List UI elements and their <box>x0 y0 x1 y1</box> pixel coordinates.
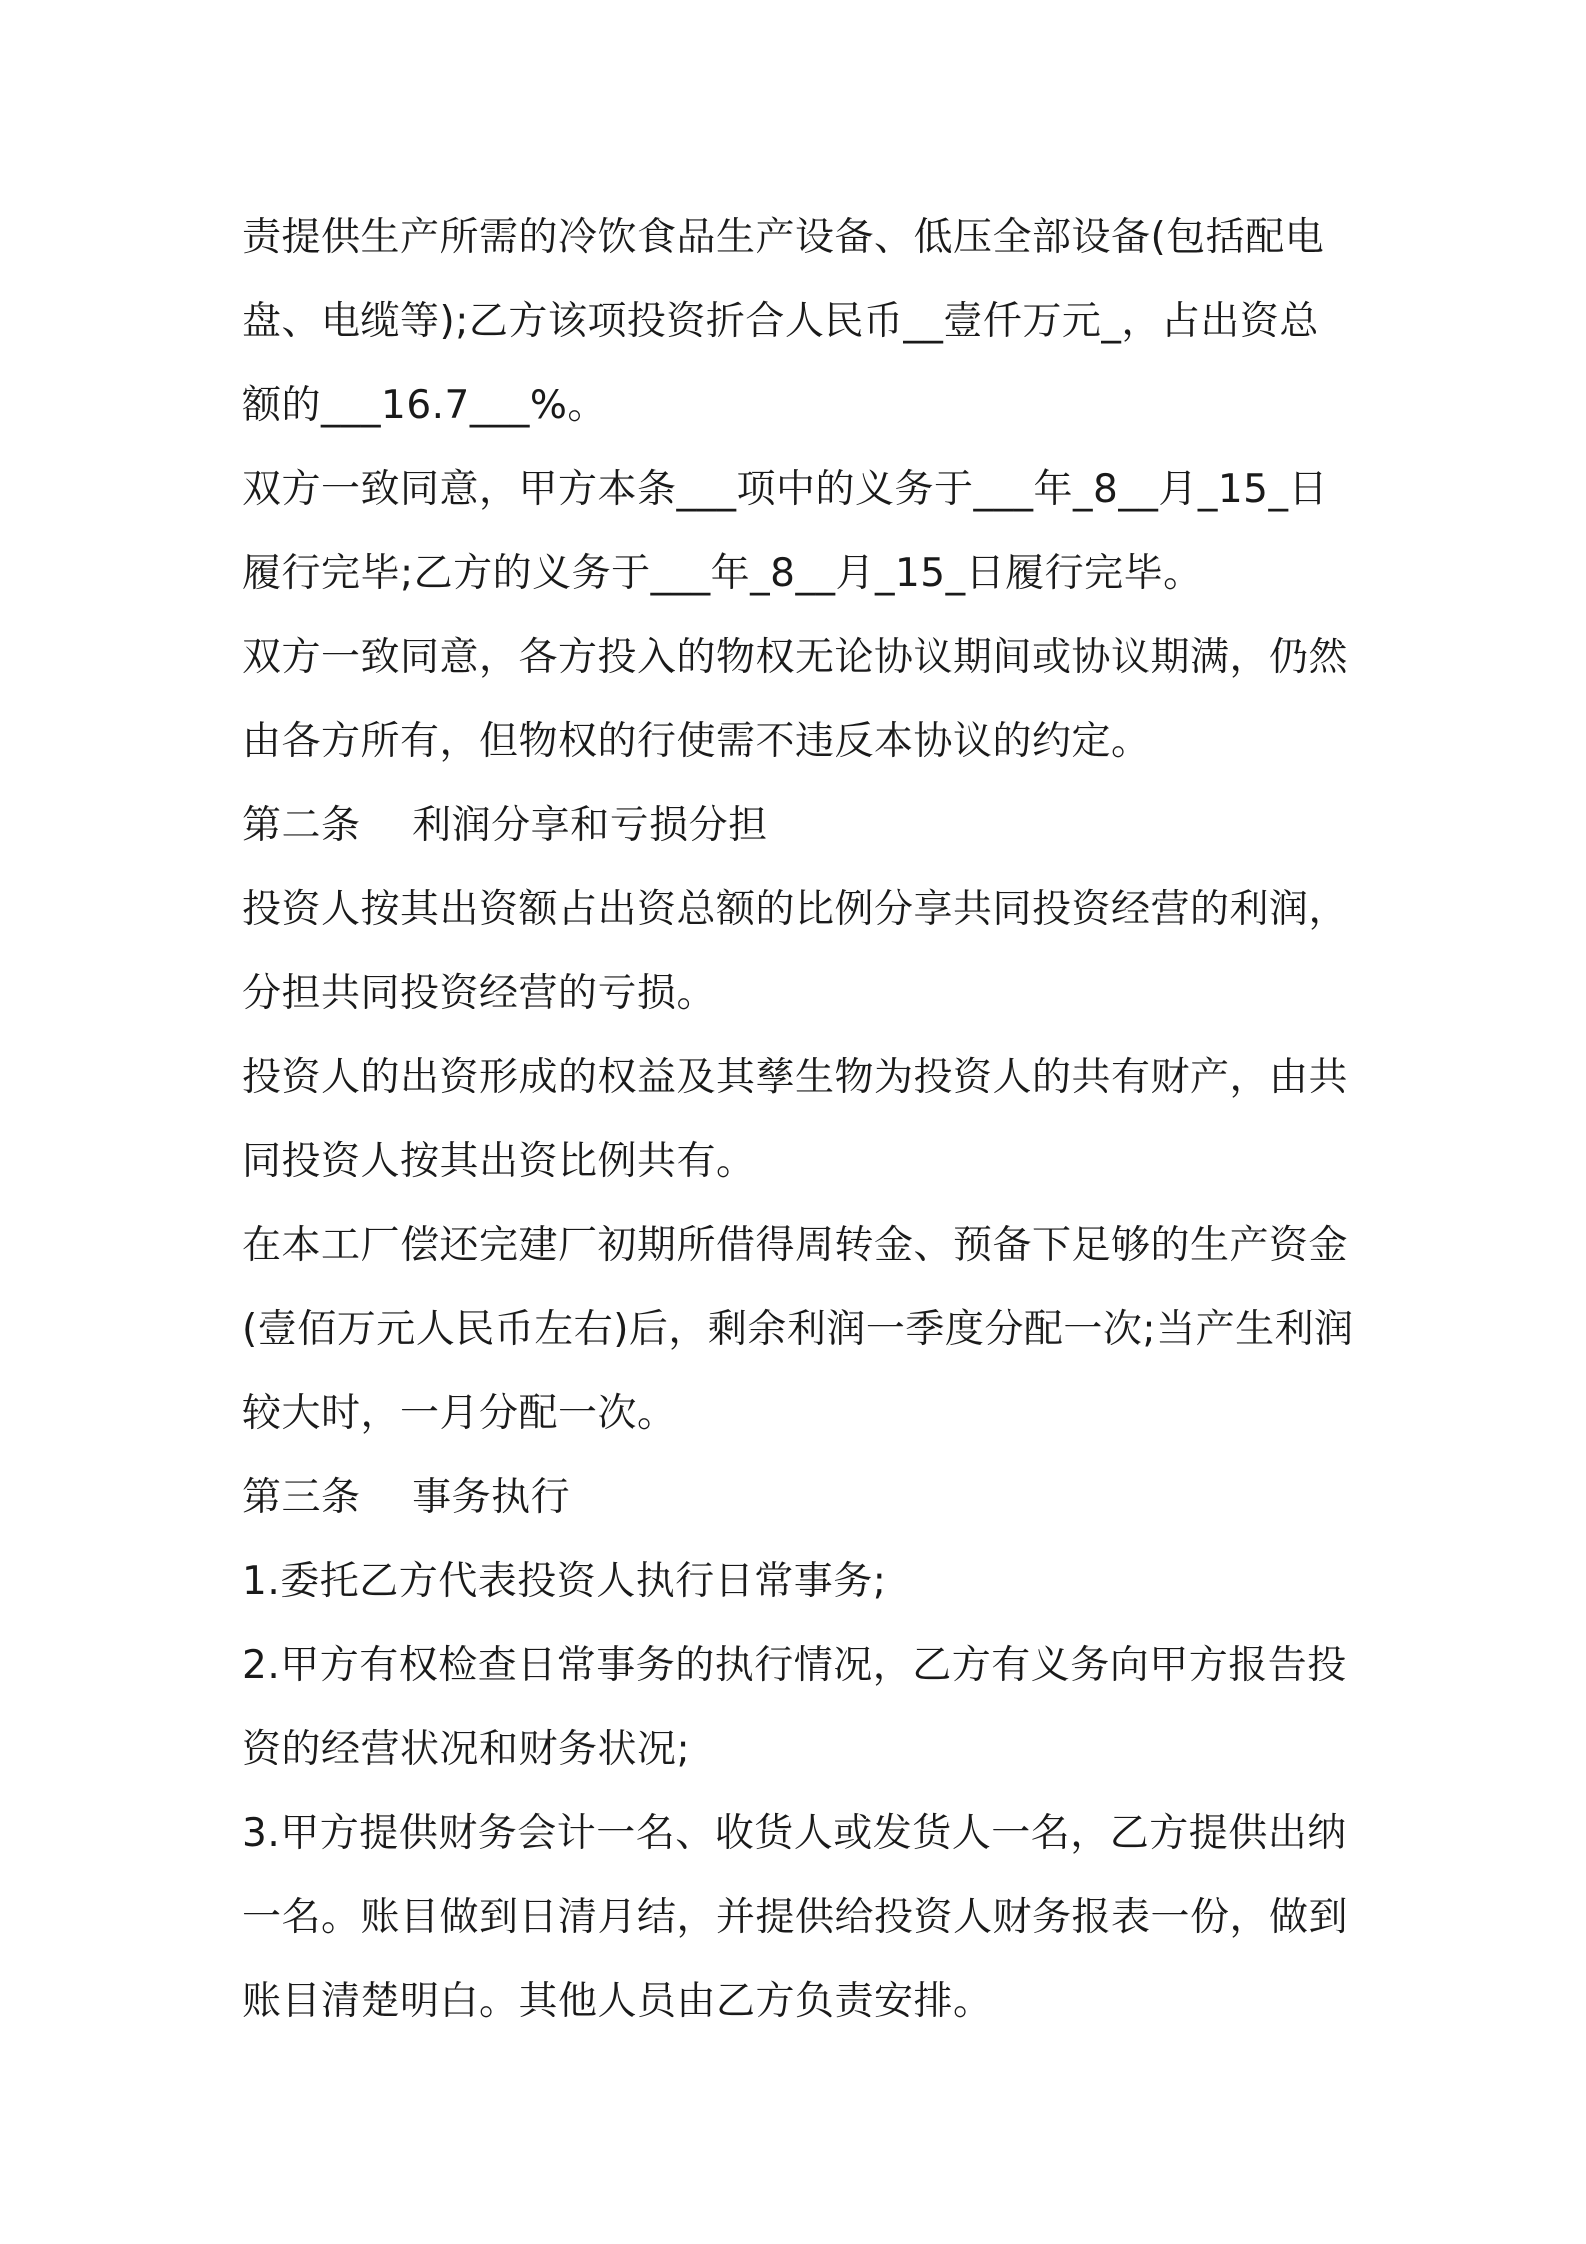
paragraph-item-3 <box>242 1792 1352 2044</box>
text-line: 分担共同投资经营的亏损。 <box>242 971 717 1016</box>
text-line: 较大时，一月分配一次。 <box>242 1391 677 1436</box>
text-line: 1.委托乙方代表投资人执行日常事务; <box>242 1559 887 1604</box>
text-line: 在本工厂偿还完建厂初期所借得周转金、预备下足够的生产资金 <box>242 1223 1349 1268</box>
text-line: 同投资人按其出资比例共有。 <box>242 1139 756 1184</box>
text-line: 账目清楚明白。其他人员由乙方负责安排。 <box>242 1979 993 2024</box>
text-line: 投资人按其出资额占出资总额的比例分享共同投资经营的利润， <box>242 887 1349 932</box>
text-line: 盘、电缆等);乙方该项投资折合人民币__壹仟万元_，占出资总 <box>242 299 1319 344</box>
text-line: 履行完毕;乙方的义务于___年_8__月_15_日履行完毕。 <box>242 551 1203 596</box>
text-line: 3.甲方提供财务会计一名、收货人或发货人一名，乙方提供出纳 <box>242 1811 1347 1856</box>
text-line: 额的___16.7___%。 <box>242 383 607 428</box>
article-2-heading <box>242 784 1352 868</box>
text-line: (壹佰万元人民币左右)后，剩余利润一季度分配一次;当产生利润 <box>242 1307 1354 1352</box>
paragraph-profit-distribution <box>242 1204 1352 1456</box>
section-heading: 第二条 利润分享和亏损分担 <box>242 803 768 848</box>
text-line: 投资人的出资形成的权益及其孳生物为投资人的共有财产，由共 <box>242 1055 1349 1100</box>
text-line: 双方一致同意，甲方本条___项中的义务于___年_8__月_15_日 <box>242 467 1328 512</box>
document-body <box>242 196 1352 2044</box>
paragraph-item-1 <box>242 1540 1352 1624</box>
article-3-heading <box>242 1456 1352 1540</box>
paragraph-obligation-dates <box>242 448 1352 616</box>
paragraph-joint-property <box>242 1036 1352 1204</box>
paragraph-property-rights <box>242 616 1352 784</box>
text-line: 责提供生产所需的冷饮食品生产设备、低压全部设备(包括配电 <box>242 215 1325 260</box>
text-line: 资的经营状况和财务状况; <box>242 1727 691 1772</box>
paragraph-capital-contribution <box>242 196 1352 448</box>
paragraph-item-2 <box>242 1624 1352 1792</box>
text-line: 由各方所有，但物权的行使需不违反本协议的约定。 <box>242 719 1151 764</box>
text-line: 一名。账目做到日清月结，并提供给投资人财务报表一份，做到 <box>242 1895 1349 1940</box>
paragraph-profit-sharing <box>242 868 1352 1036</box>
text-line: 2.甲方有权检查日常事务的执行情况，乙方有义务向甲方报告投 <box>242 1643 1347 1688</box>
section-heading: 第三条 事务执行 <box>242 1475 571 1520</box>
text-line: 双方一致同意，各方投入的物权无论协议期间或协议期满，仍然 <box>242 635 1349 680</box>
